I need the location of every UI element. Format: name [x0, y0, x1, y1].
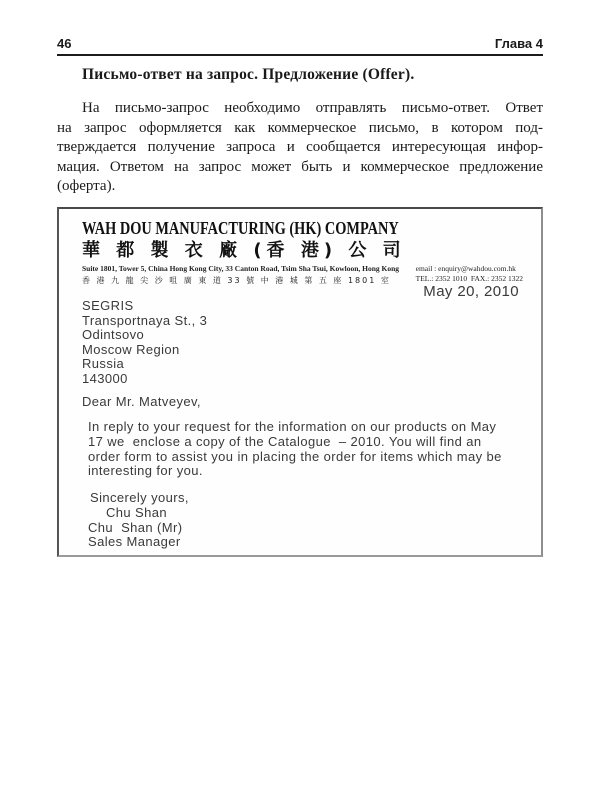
letter-body-line: interesting for you. — [88, 463, 203, 479]
letter-date: May 20, 2010 — [423, 283, 519, 300]
letter-body-line: order form to assist you in placing the order for items which may be — [88, 448, 502, 464]
letter-body-line: 17 we enclose a copy of the Catalogue – 2010. You will find an — [88, 433, 482, 449]
intro-line: на запрос оформляется как коммерческое письмо, в котором под- — [57, 119, 543, 136]
intro-line: На письмо-запрос необходимо отправлять письмо-ответ. Ответ — [82, 100, 543, 116]
sender-name: Chu Shan (Mr) — [88, 519, 183, 535]
recipient-line: 143000 — [82, 370, 128, 386]
company-tel-fax: TEL.: 2352 1010 FAX.: 2352 1322 — [415, 274, 523, 283]
intro-paragraph — [57, 99, 543, 197]
recipient-line: Transportnaya St., 3 — [82, 312, 208, 328]
letter-body-line: In reply to your request for the information on our products on May — [88, 419, 497, 434]
recipient-line: Odintsovo — [82, 327, 145, 343]
company-email: email : enquiry@wahdou.com.hk — [415, 264, 516, 273]
letter-body — [88, 420, 502, 479]
intro-line: тверждается получение запроса и сообщается интересующая инфор- — [57, 139, 543, 155]
company-name-english: WAH DOU MANUFACTURING (HK) COMPANY — [82, 218, 399, 238]
header-rule — [57, 54, 543, 56]
sender-title: Sales Manager — [88, 534, 181, 550]
chapter-label: Глава 4 — [494, 36, 543, 51]
signature-name: Chu Shan — [106, 504, 168, 520]
letter-closing — [88, 491, 189, 550]
letterhead-address-block — [82, 264, 399, 286]
company-name-chinese: 華 都 製 衣 廠 (香 港) 公 司 — [82, 240, 406, 261]
recipient-address-block — [82, 299, 207, 387]
page-number: 46 — [57, 36, 72, 51]
letterhead-contact-block — [416, 264, 523, 284]
sample-letter-box — [57, 207, 543, 557]
closing-phrase: Sincerely yours, — [90, 490, 189, 505]
recipient-line: SEGRIS — [82, 298, 134, 313]
section-heading: Письмо-ответ на запрос. Предложение (Offer). — [82, 66, 415, 83]
recipient-line: Russia — [82, 356, 125, 372]
intro-line: мация. Ответом на запрос может быть и коммерческое предложение — [57, 158, 543, 175]
company-address-chinese: 香 港 九 龍 尖 沙 咀 廣 東 道 33 號 中 港 城 第 五 座 1801 室 — [82, 276, 391, 285]
recipient-line: Moscow Region — [82, 341, 180, 357]
company-address-english: Suite 1801, Tower 5, China Hong Kong City, 33 Canton Road, Tsim Sha Tsui, Kowloon, Hong Kong — [82, 264, 400, 273]
intro-line: (оферта). — [57, 178, 116, 194]
salutation: Dear Mr. Matveyev, — [82, 394, 201, 409]
